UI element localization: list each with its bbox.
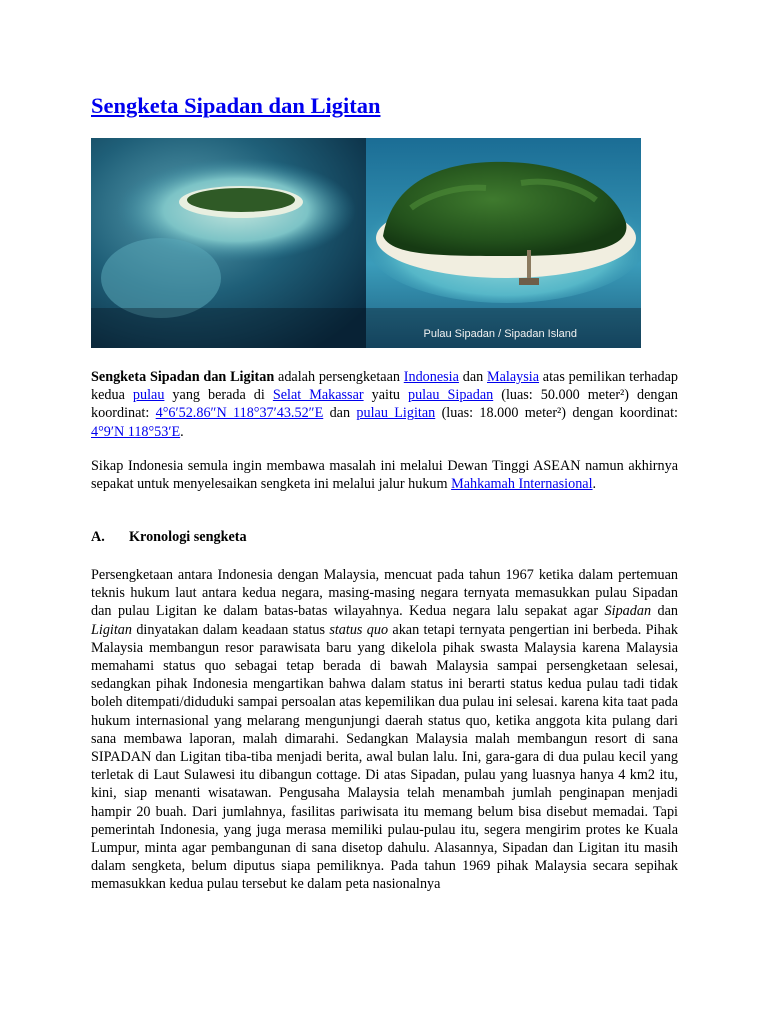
body-text: dinyatakan dalam keadaan status xyxy=(132,621,330,638)
section-heading xyxy=(91,529,247,546)
intro-text: (luas: 18.000 meter²) dengan koordinat: xyxy=(435,405,678,422)
section-label: Kronologi sengketa xyxy=(129,529,247,545)
intro-text: atas pemilikan terhadap kedua xyxy=(91,369,678,404)
image-caption: Pulau Sipadan / Sipadan Island xyxy=(423,328,577,340)
intro-text: adalah persengketaan xyxy=(274,369,404,385)
link-selat-makassar[interactable]: Selat Makassar xyxy=(272,387,364,404)
intro-text: dan xyxy=(323,405,357,422)
island-photo xyxy=(91,138,641,348)
link-coordinates-sipadan[interactable]: 4°6′52.86″N 118°37′43.52″E xyxy=(155,405,324,422)
link-pulau-sipadan[interactable]: pulau Sipadan xyxy=(407,387,494,404)
intro-text: . xyxy=(180,423,184,440)
body-italic: Ligitan xyxy=(91,621,132,638)
intro-text: yaitu xyxy=(363,387,408,404)
paragraph-text: . xyxy=(592,476,597,493)
intro-bold-term: Sengketa Sipadan dan Ligitan xyxy=(91,369,275,385)
body-italic: Sipadan xyxy=(604,603,652,620)
intro-text: (luas: 50.000 meter²) dengan koordinat: xyxy=(91,387,679,422)
body-paragraph xyxy=(91,566,678,894)
link-coordinates-ligitan[interactable]: 4°9′N 118°53′E xyxy=(91,423,181,440)
link-pulau[interactable]: pulau xyxy=(132,387,165,404)
link-pulau-ligitan[interactable]: pulau Ligitan xyxy=(356,405,436,422)
body-text: dan xyxy=(651,603,678,620)
intro-paragraph xyxy=(91,368,678,441)
body-italic: status quo xyxy=(329,621,389,638)
paragraph-text: Sikap Indonesia semula ingin membawa masalah ini melalui Dewan Tinggi ASEAN namun akhirnya sepakat untuk menyelesaikan sengketa ini melalui jalur hukum xyxy=(91,458,678,493)
island-aerial-image xyxy=(91,138,641,348)
body-text: Persengketaan antara Indonesia dengan Malaysia, mencuat pada tahun 1967 ketika dalam pertemuan teknis hukum laut antara kedua negara, masing-masing negara ternyata memasukkan pulau Sipadan dan pulau Ligitan ke dalam batas-batas wilayahnya. Kedua negara lalu sepakat agar xyxy=(91,567,678,620)
page-title-link[interactable]: Sengketa Sipadan dan Ligitan xyxy=(91,93,381,118)
section-number: A. xyxy=(91,529,105,545)
link-mahkamah-internasional[interactable]: Mahkamah Internasional xyxy=(451,476,593,493)
body-text: akan tetapi ternyata pengertian ini berbeda. Pihak Malaysia membangun resor parawisata baru yang dikelola pihak swasta Malaysia karena Malaysia memahami status quo sebagai tetap berada di bawah Malaysia sampai persengketaan selesai, sedangkan pihak Indonesia mengartikan bahwa dalam status ini berarti status kedua pulau tadi tidak boleh ditempati/diduduki sampai persoalan atas kepemilikan dua pulau ini selesai. karena kita taat pada hukum internasional yang melarang mengunjungi daerah status quo, ketika anggota kita pulang dari sana membawa laporan, malah dimarahi. Sedangkan Malaysia malah membangun resort di sana SIPADAN dan Ligitan tiba-tiba menjadi berita, awal bulan lalu. Ini, gara-gara di dua pulau kecil yang terletak di Laut Sulawesi itu dibangun cottage. Di atas Sipadan, pulau yang luasnya hanya 4 km2 itu, kini, siap menanti wisatawan. Pengusaha Malaysia telah menambah jumlah penginapan menjadi hampir 20 buah. Dari jumlahnya, fasilitas pariwisata itu memang belum bisa disebut memadai. Tapi pemerintah Indonesia, yang juga merasa memiliki pulau-pulau itu, segera mengirim protes ke Kuala Lumpur, minta agar pembangunan di sana disetop dahulu. Alasannya, Sipadan dan Ligitan itu masih dalam sengketa, belum diputus siapa pemiliknya. Pada tahun 1969 pihak Malaysia secara sepihak memasukkan kedua pulau tersebut ke dalam peta nasionalnya xyxy=(91,621,679,893)
intro-text: yang berada di xyxy=(164,387,273,404)
link-indonesia[interactable]: Indonesia xyxy=(403,369,459,385)
second-paragraph xyxy=(91,457,678,493)
link-malaysia[interactable]: Malaysia xyxy=(487,369,540,385)
intro-text: dan xyxy=(458,369,487,385)
